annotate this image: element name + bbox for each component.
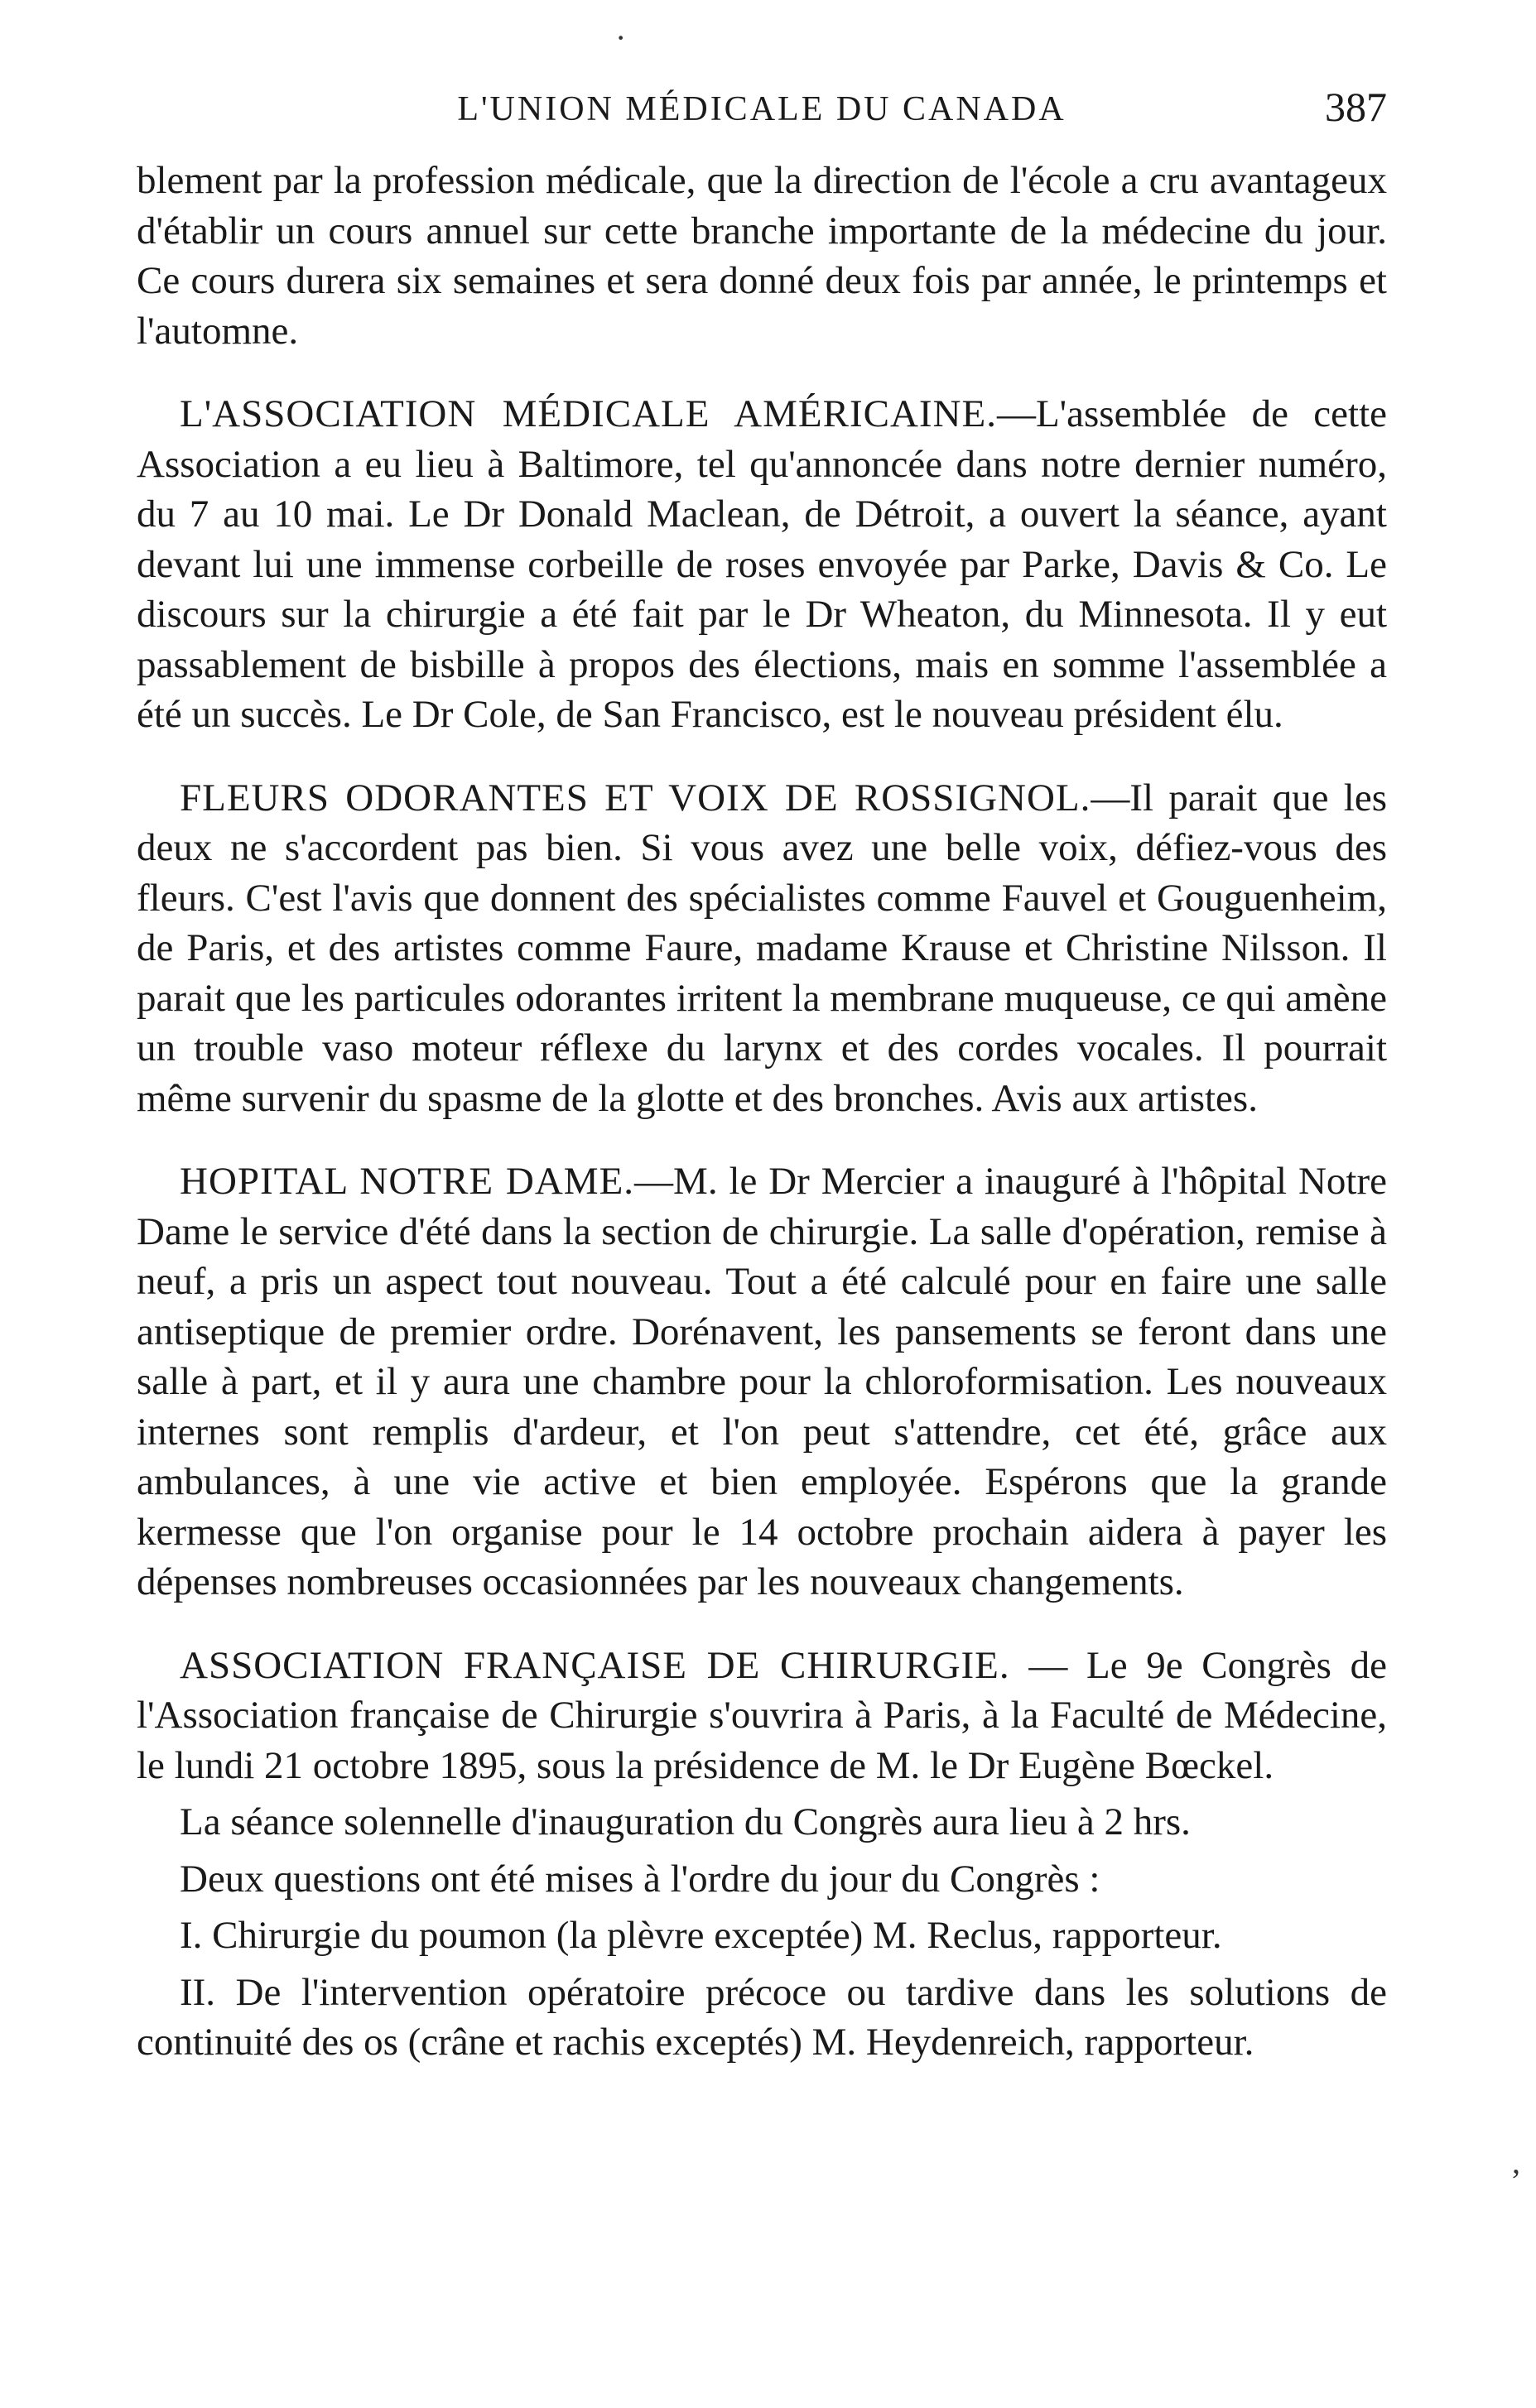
page-header xyxy=(137,83,1387,132)
paragraph-continuation: blement par la profession médicale, que la direction de l'école a cru avantageux d'établir un cours annuel sur cette branche importante de la médecine du jour. Ce cours durera six semaines et sera donné deux fois par année, le printemps et l'automne. xyxy=(137,159,1387,353)
paragraph-association-americaine xyxy=(137,389,1387,740)
section-heading-fleurs-odorantes: FLEURS ODORANTES ET VOIX DE ROSSIGNOL. xyxy=(180,776,1091,819)
section-text-association-americaine: —L'assemblée de cette Association a eu lieu à Baltimore, tel qu'annoncée dans notre dernier numéro, du 7 au 10 mai. Le Dr Donald Maclean, de Détroit, a ouvert la séance, ayant devant lui une immense corbeille de roses envoyée par Parke, Davis & Co. Le discours sur la chirurgie a été fait par le Dr Wheaton, du Minnesota. Il y eut passablement de bisbille à propos des élections, mais en somme l'assemblée a été un succès. Le Dr Cole, de San Francisco, est le nouveau président élu. xyxy=(137,392,1387,736)
section-heading-hopital-notre-dame: HOPITAL NOTRE DAME. xyxy=(180,1160,635,1203)
section-text-fleurs-odorantes: —Il parait que les deux ne s'accordent pas bien. Si vous avez une belle voix, défiez-vous des fleurs. C'est l'avis que donnent des spécialistes comme Fauvel et Gouguenheim, de Paris, et des artistes comme Faure, madame Krause et Christine Nilsson. Il parait que les particules odorantes irritent la membrane muqueuse, ce qui amène un trouble vaso moteur réflexe du larynx et des cordes vocales. Il pourrait même survenir du spasme de la glotte et des bronches. Avis aux artistes. xyxy=(137,776,1387,1120)
running-title: L'UNION MÉDICALE DU CANADA xyxy=(457,90,1067,128)
document-page xyxy=(137,83,1387,2367)
paragraph-question-1: I. Chirurgie du poumon (la plèvre exceptée) M. Reclus, rapporteur. xyxy=(180,1914,1222,1957)
section-text-hopital-notre-dame: —M. le Dr Mercier a inauguré à l'hôpital Notre Dame le service d'été dans la section de chirurgie. La salle d'opération, remise à neuf, a pris un aspect tout nouveau. Tout a été calculé pour en faire une salle antiseptique de premier ordre. Dorénavent, les pansements se feront dans une salle à part, et il y aura une chambre pour la chloroformisation. Les nouveaux internes sont remplis d'ardeur, et l'on peut s'attendre, cet été, grâce aux ambulances, à une vie active et bien employée. Espérons que la grande kermesse que l'on organise pour le 14 octobre prochain aidera à payer les dépenses nombreuses occasionnées par les nouveaux changements. xyxy=(137,1160,1387,1603)
section-text-association-francaise: — Le 9e Congrès de l'Association française de Chirurgie s'ouvrira à Paris, à la Faculté de Médecine, le lundi 21 octobre 1895, sous la présidence de M. le Dr Eugène Bœckel. xyxy=(137,1643,1387,1787)
page-number: 387 xyxy=(1325,84,1387,130)
paragraph-hopital-notre-dame xyxy=(137,1156,1387,1608)
margin-speck-right: , xyxy=(1512,2143,1520,2180)
paragraph-seance: La séance solennelle d'inauguration du Congrès aura lieu à 2 hrs. xyxy=(180,1800,1191,1843)
paragraph-association-francaise xyxy=(137,1641,1387,1791)
section-heading-association-americaine: L'ASSOCIATION MÉDICALE AMÉRICAINE. xyxy=(180,392,997,435)
paragraph-questions: Deux questions ont été mises à l'ordre du jour du Congrès : xyxy=(180,1857,1100,1901)
paragraph-fleurs-odorantes xyxy=(137,773,1387,1124)
margin-speck-top: · xyxy=(615,19,627,56)
section-heading-association-francaise: ASSOCIATION FRANÇAISE DE CHIRURGIE. xyxy=(180,1643,1010,1687)
paragraph-question-2: II. De l'intervention opératoire précoce ou tardive dans les solutions de continuité des os (crâne et rachis exceptés) M. Heydenreich, rapporteur. xyxy=(137,1970,1387,2064)
